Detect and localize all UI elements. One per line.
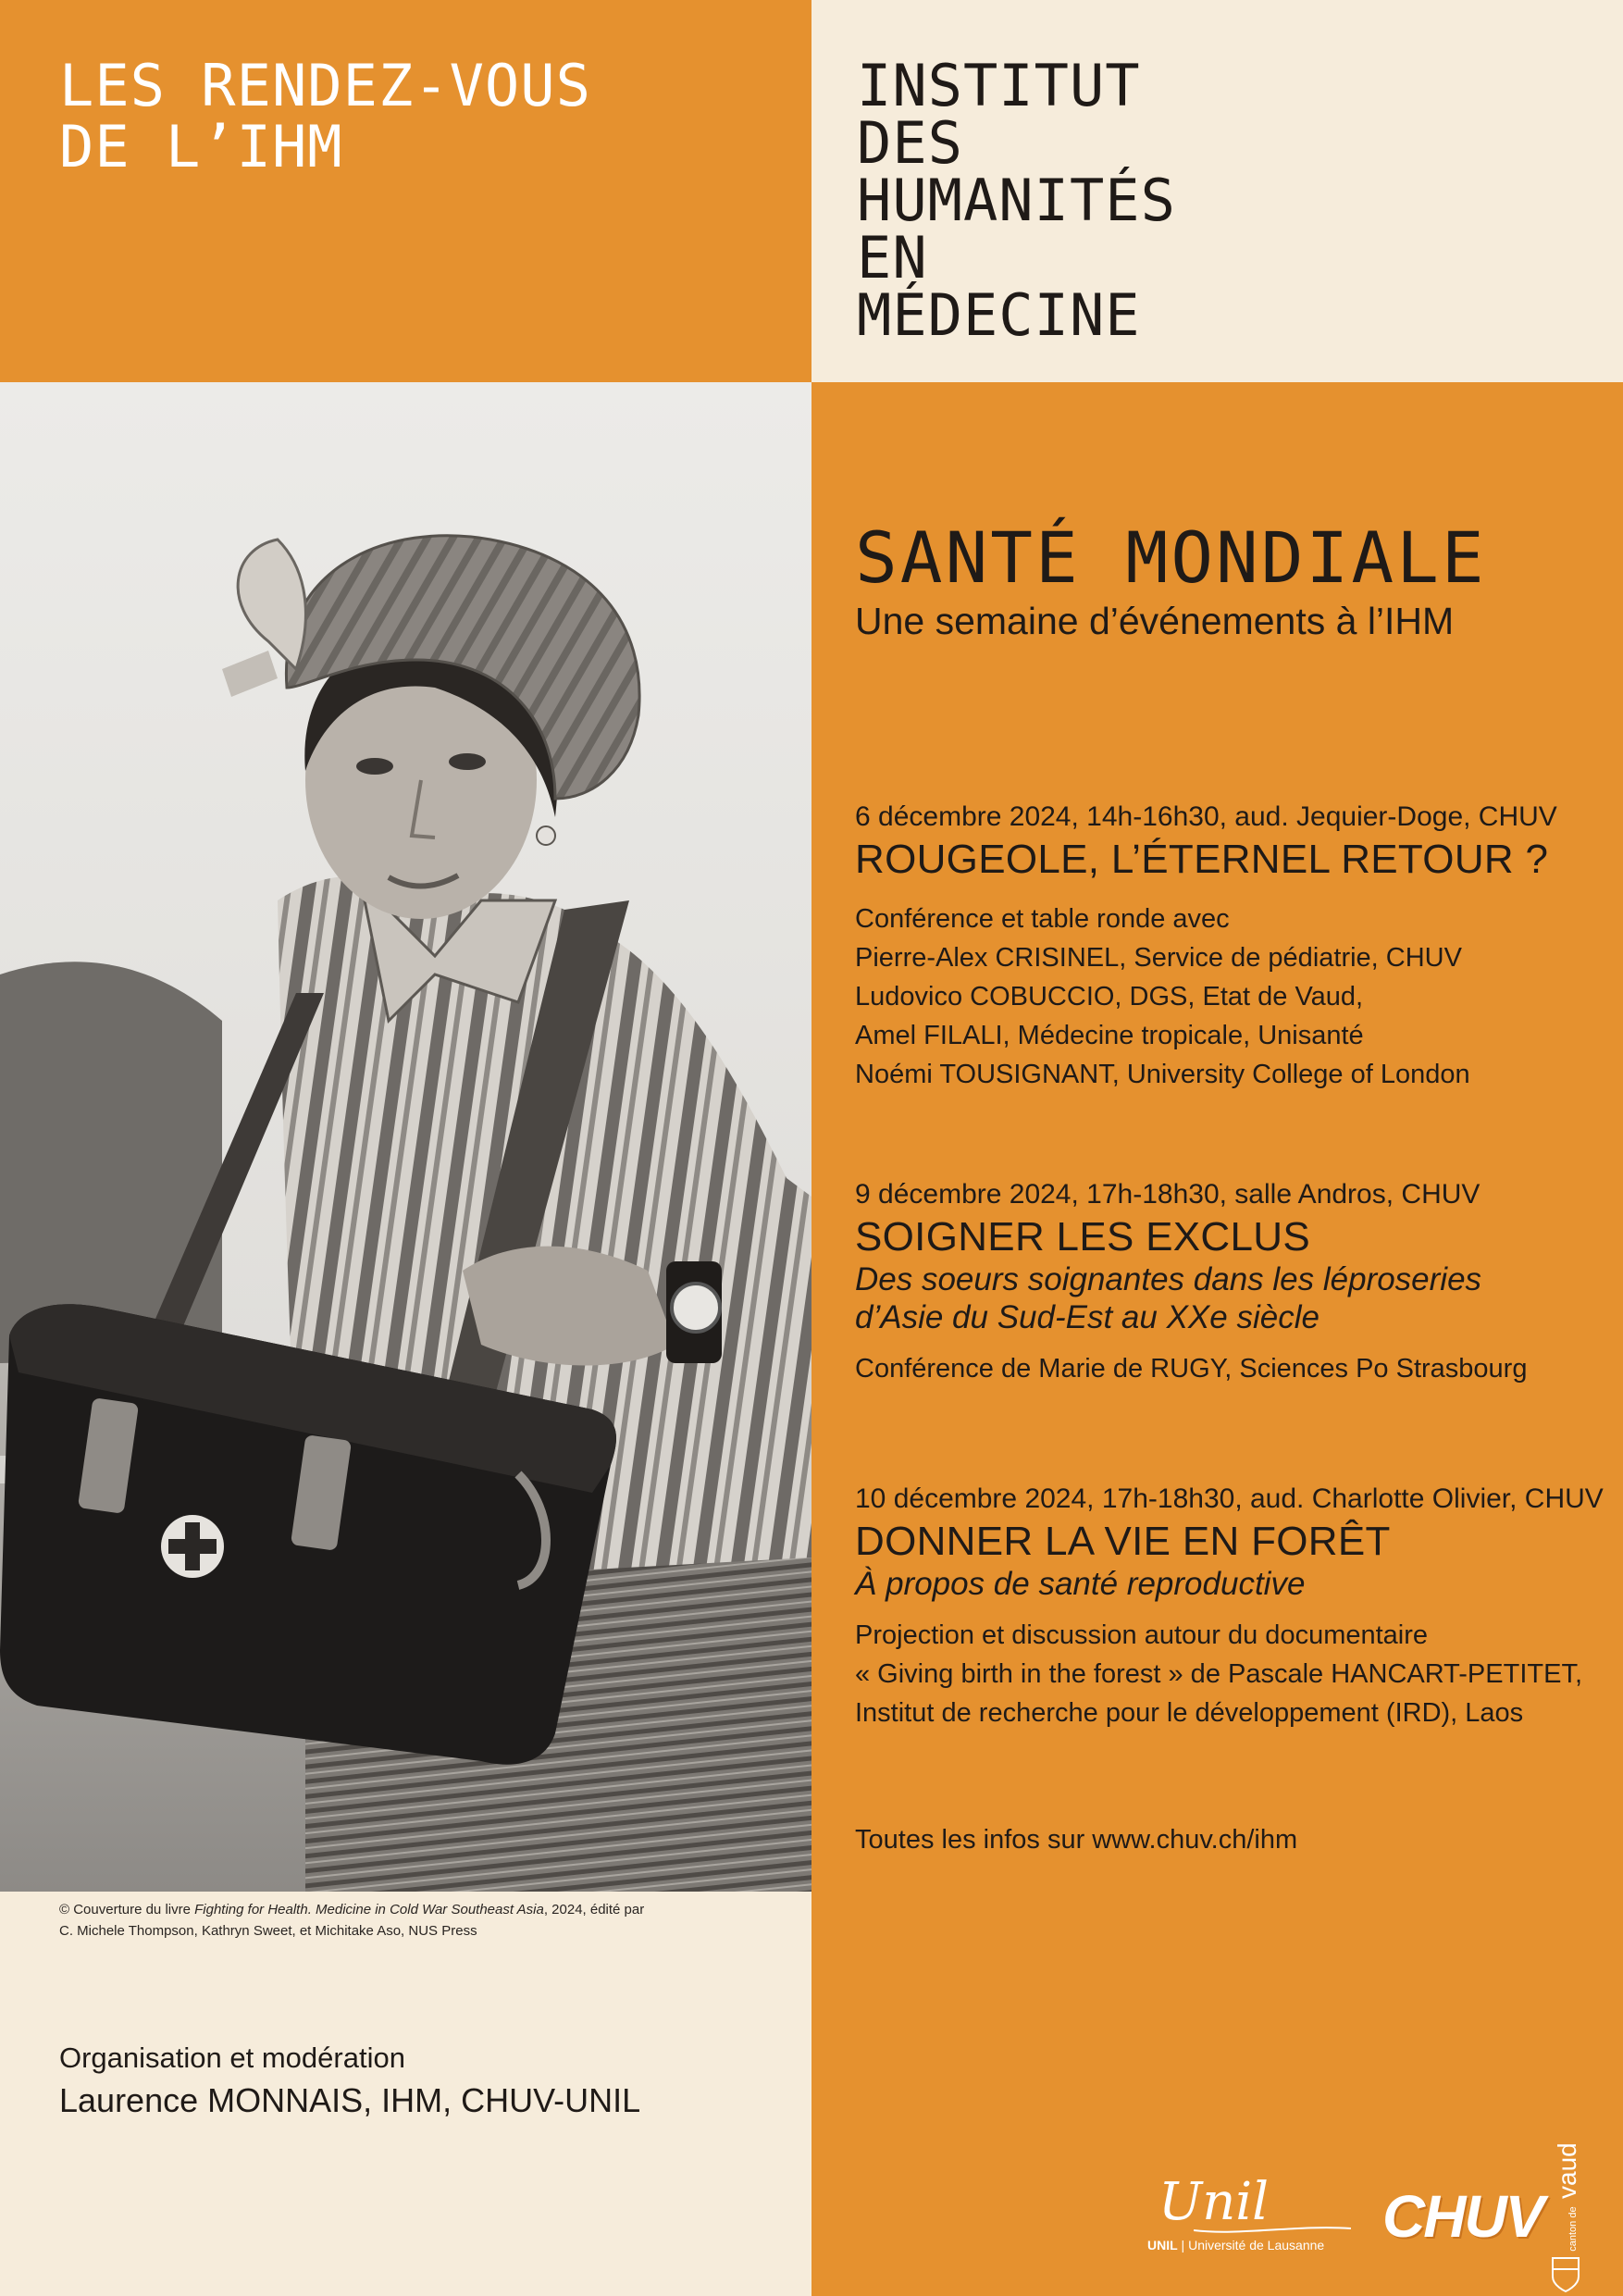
organisation-label: Organisation et modération	[59, 2042, 405, 2074]
event-body-line: Pierre-Alex CRISINEL, Service de pédiatrie, CHUV	[855, 943, 1462, 973]
organisation-name: Laurence MONNAIS, IHM, CHUV-UNIL	[59, 2081, 641, 2119]
credit-book-title: Fighting for Health. Medicine in Cold War Southeast Asia	[194, 1902, 544, 1917]
event-description	[855, 1616, 1604, 1732]
main-subtitle: Une semaine d’événements à l’IHM	[855, 600, 1455, 642]
institute-line: DES	[857, 109, 963, 177]
unil-caption	[1147, 2238, 1351, 2253]
event-title: DONNER LA VIE EN FORÊT	[855, 1519, 1391, 1564]
vaud-shield-icon	[1551, 2256, 1580, 2293]
event-description	[855, 900, 1557, 1094]
event-subtitle-line: d’Asie du Sud-Est au XXe siècle	[855, 1299, 1319, 1335]
institute-line: INSTITUT	[857, 52, 1141, 119]
unil-script: Unil	[1158, 2172, 1270, 2232]
series-line-1: LES RENDEZ-VOUS	[59, 52, 591, 119]
info-link[interactable]: Toutes les infos sur www.chuv.ch/ihm	[855, 1825, 1298, 1855]
institute-name	[857, 52, 1176, 349]
event-3	[855, 1483, 1604, 1732]
event-body-line: Ludovico COBUCCIO, DGS, Etat de Vaud,	[855, 982, 1364, 1011]
photo-credit-line-1	[59, 1899, 781, 1920]
photo-credit-line-2: C. Michele Thompson, Kathryn Sweet, et Michitake Aso, NUS Press	[59, 1923, 477, 1939]
credit-prefix: © Couverture du livre	[59, 1902, 195, 1917]
event-body-line: Institut de recherche pour le développement (IRD), Laos	[855, 1698, 1524, 1728]
event-title: ROUGEOLE, L’ÉTERNEL RETOUR ?	[855, 837, 1549, 882]
main-title: SANTÉ MONDIALE	[855, 516, 1487, 599]
event-body-line: Noémi TOUSIGNANT, University College of London	[855, 1060, 1470, 1089]
credit-suffix: , 2024, édité par	[543, 1902, 645, 1917]
series-title	[59, 52, 591, 180]
institute-line: EN	[857, 224, 928, 292]
unil-caption-bold: UNIL	[1147, 2238, 1178, 2253]
cover-photo	[0, 382, 812, 1892]
event-subtitle-line: Des soeurs soignantes dans les léproseries	[855, 1261, 1482, 1297]
event-body-line: Conférence de Marie de RUGY, Sciences Po Strasbourg	[855, 1354, 1528, 1384]
unil-swoosh	[1194, 2225, 1351, 2236]
unil-caption-text: | Université de Lausanne	[1177, 2238, 1325, 2253]
event-date: 9 décembre 2024, 17h-18h30, salle Andros, CHUV	[855, 1179, 1481, 1210]
event-date: 10 décembre 2024, 17h-18h30, aud. Charlotte Olivier, CHUV	[855, 1483, 1604, 1514]
event-body-line: « Giving birth in the forest » de Pascale HANCART-PETITET,	[855, 1659, 1583, 1689]
series-line-2: DE L’IHM	[59, 113, 343, 180]
event-title: SOIGNER LES EXCLUS	[855, 1214, 1310, 1260]
event-body-line: Amel FILALI, Médecine tropicale, Unisanté	[855, 1021, 1364, 1050]
event-1	[855, 801, 1557, 1094]
event-body-line: Projection et discussion autour du documentaire	[855, 1620, 1429, 1650]
vaud-logo	[1547, 2142, 1584, 2258]
event-date: 6 décembre 2024, 14h-16h30, aud. Jequier-Doge, CHUV	[855, 801, 1557, 832]
unil-logo	[1147, 2172, 1351, 2253]
event-body-line: Conférence et table ronde avec	[855, 904, 1230, 934]
institute-line: HUMANITÉS	[857, 167, 1176, 234]
photo-credit	[59, 1899, 781, 1942]
institute-line: MÉDECINE	[857, 281, 1141, 349]
event-subtitle-line: À propos de santé reproductive	[855, 1566, 1306, 1602]
vaud-small-label: canton de	[1567, 2206, 1579, 2252]
event-2	[855, 1179, 1527, 1388]
chuv-logo	[1382, 2182, 1542, 2251]
chuv-wordmark: CHUV	[1382, 2183, 1543, 2250]
vaud-wordmark: vaud	[1553, 2142, 1581, 2199]
